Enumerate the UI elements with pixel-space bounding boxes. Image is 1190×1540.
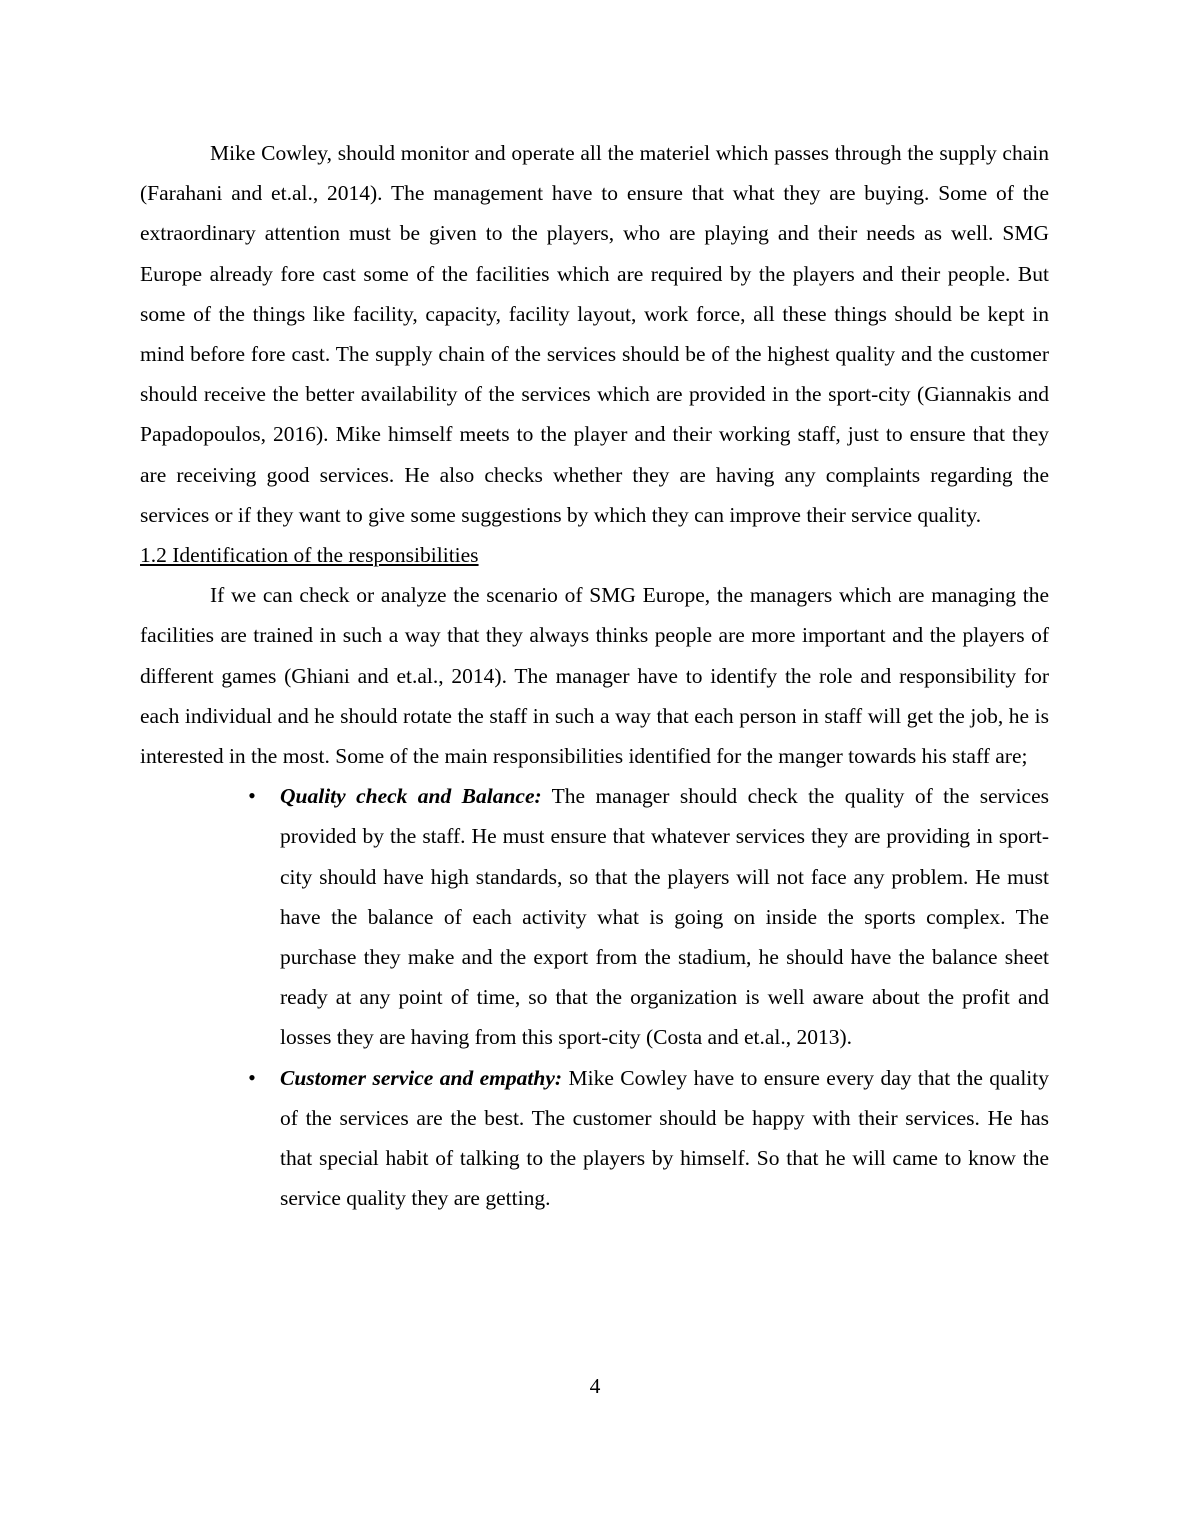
bullet-icon: • [248,1064,256,1090]
page-number: 4 [589,1374,601,1398]
list-item-text: The manager should check the quality of the services provided by the staff. He must ensure that whatever services they are providing in sport-city should have high standards, so that the players will not face any problem. He must have the balance of each activity what is going on inside the sports complex. The purchase they make and the export from the stadium, he should have the balance sheet ready at any point of time, so that the organization is well aware about the profit and losses they are having from this sport-city (Costa and et.al., 2013). [280,784,1049,1050]
bullet-icon: • [248,783,256,809]
section-paragraph: If we can check or analyze the scenario of SMG Europe, the managers which are managing the facilities are trained in such a way that they always thinks people are more important and the players of different games (Ghiani and et.al., 2014). The manager have to identify the role and responsibility for each individual and he should rotate the staff in such a way that each person in staff will get the job, he is interested in the most. Some of the main responsibilities identified for the manger towards his staff are; [140,583,1049,769]
list-item-term: Quality check and Balance: [280,784,542,809]
document-page [140,133,1049,1218]
list-item-text: Mike Cowley have to ensure every day that the quality of the services are the best. The customer should be happy with their services. He has that special habit of talking to the players by himself. So that he will came to know the service quality they are getting. [280,1065,1049,1211]
section-heading: 1.2 Identification of the responsibilities [140,543,479,568]
list-item [248,776,1049,1057]
list-item [248,1058,1049,1219]
list-item-term: Customer service and empathy: [280,1065,563,1090]
responsibilities-list [140,776,1049,1218]
intro-paragraph: Mike Cowley, should monitor and operate all the materiel which passes through the supply chain (Farahani and et.al., 2014). The management have to ensure that what they are buying. Some of the extraordinary attention must be given to the players, who are playing and their needs as well. SMG Europe already fore cast some of the facilities which are required by the players and their people. But some of the things like facility, capacity, facility layout, work force, all these things should be kept in mind before fore cast. The supply chain of the services should be of the highest quality and the customer should receive the better availability of the services which are provided in the sport-city (Giannakis and Papadopoulos, 2016). Mike himself meets to the player and their working staff, just to ensure that they are receiving good services. He also checks whether they are having any complaints regarding the services or if they want to give some suggestions by which they can improve their service quality. [140,141,1049,527]
